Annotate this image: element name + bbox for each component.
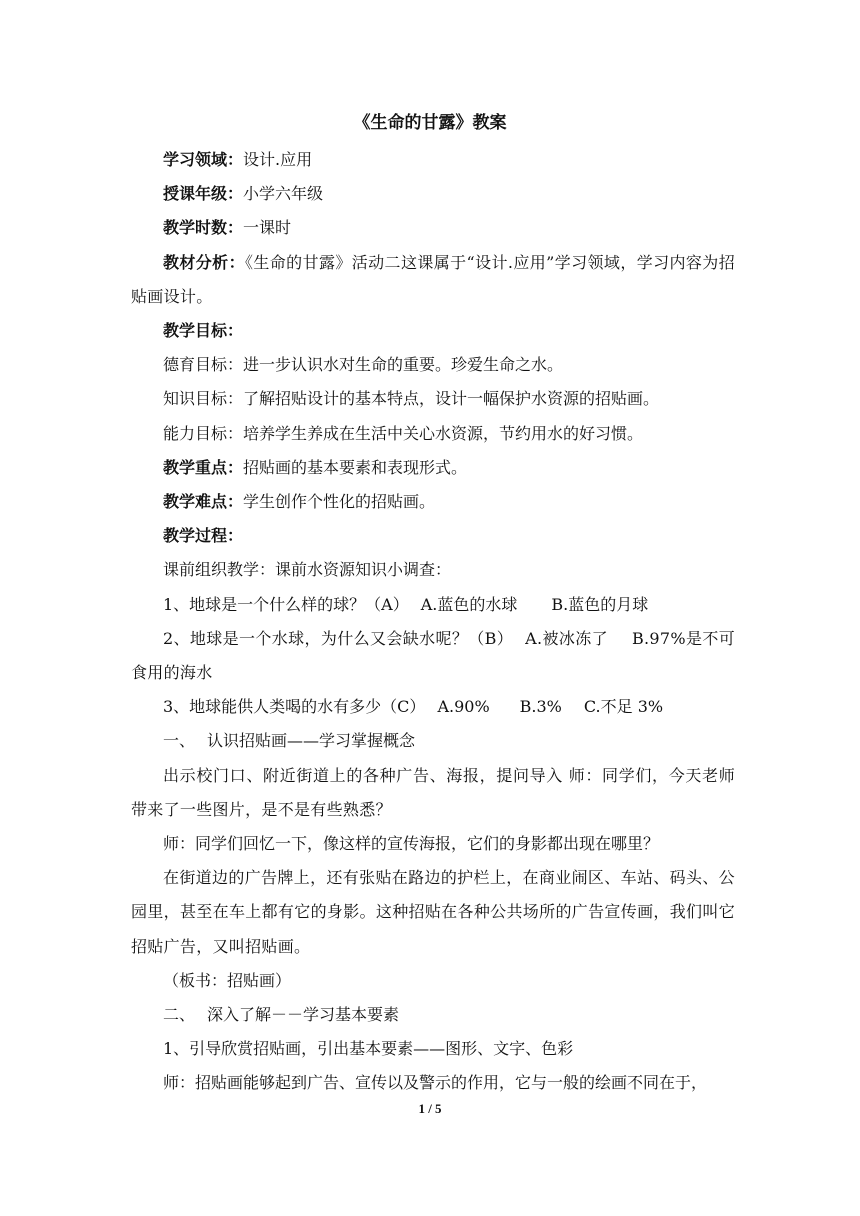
key-point-label: 教学重点： [163,457,244,477]
field-line [131,143,735,177]
hours-value: 一课时 [243,218,292,238]
section-2-title: 深入了解－－学习基本要素 [207,1005,400,1025]
grade-line [131,177,735,211]
question-2 [131,622,735,690]
section-2-heading [131,998,735,1032]
board-note: （板书：招贴画） [163,970,292,990]
goals-heading: 教学目标： [163,321,244,341]
question-3-option-b: B.3% [519,697,562,717]
section-1-heading [131,724,735,758]
hours-line [131,211,735,245]
key-point-value: 招贴画的基本要素和表现形式。 [243,457,468,477]
question-3-text: 3、地球能供人类喝的水有多少（C） [163,697,426,717]
section-1-number: 一、 [163,731,196,751]
hours-label: 教学时数： [163,218,244,238]
question-3 [131,690,735,724]
difficulty-label: 教学难点： [163,492,244,512]
goal-ability: 能力目标：培养学生养成在生活中关心水资源，节约用水的好习惯。 [163,423,644,443]
field-label: 学习领域： [163,150,244,169]
paragraph-2: 师：同学们回忆一下，像这样的宣传海报，它们的身影都出现在哪里？ [163,834,660,854]
question-1-option-b: B.蓝色的月球 [551,594,649,614]
question-2-option-b: B.97%是不可食用的海水 [131,628,735,683]
grade-value: 小学六年级 [243,184,324,204]
document-title: 《生命的甘露》教案 [353,113,507,133]
paragraph-1: 出示校门口、附近街道上的各种广告、海报，提问导入 师：同学们，今天老师带来了一些图片，是不是有些熟悉？ [131,765,735,819]
difficulty-value: 学生创作个性化的招贴画。 [243,492,436,512]
document-body [131,143,735,1101]
section-2-number: 二、 [163,1005,196,1025]
question-1-text: 1、地球是一个什么样的球？（A） [163,594,409,614]
section-1-title: 认识招贴画——学习掌握概念 [207,731,416,751]
pre-class-line: 课前组织教学：课前水资源知识小调查： [163,560,452,580]
question-2-option-a: A.被冰冻了 [525,628,608,648]
goal-moral: 德育目标：进一步认识水对生命的重要。珍爱生命之水。 [163,355,564,375]
question-2-text: 2、地球是一个水球，为什么又会缺水呢？（B） [163,628,514,648]
question-1 [131,588,735,622]
field-value: 设计.应用 [243,150,313,169]
grade-label: 授课年级： [163,184,244,204]
paragraph-3: 在街道边的广告牌上，还有张贴在路边的护栏上，在商业闹区、车站、码头、公园里，甚至在车上都有它的身影。这种招贴在各种公共场所的广告宣传画，我们叫它招贴广告，又叫招贴画。 [131,868,735,956]
process-heading: 教学过程： [163,526,244,546]
analysis-paragraph [131,246,735,314]
goal-knowledge: 知识目标：了解招贴设计的基本特点，设计一幅保护水资源的招贴画。 [163,389,660,409]
difficulty-line [131,485,735,519]
paragraph-4: 师：招贴画能够起到广告、宣传以及警示的作用，它与一般的绘画不同在于， [163,1073,708,1093]
page-number: 1 / 5 [418,1101,442,1116]
question-3-option-a: A.90% [437,697,490,717]
question-3-option-c: C.不足 3% [583,697,664,717]
point-1: 1、引导欣赏招贴画，引出基本要素——图形、文字、色彩 [163,1039,574,1059]
analysis-value: 《生命的甘露》活动二这课属于“设计.应用”学习领域，学习内容为招贴画设计。 [131,252,735,306]
key-point-line [131,451,735,485]
analysis-label: 教材分析： [163,252,245,272]
question-1-option-a: A.蓝色的水球 [420,594,518,614]
